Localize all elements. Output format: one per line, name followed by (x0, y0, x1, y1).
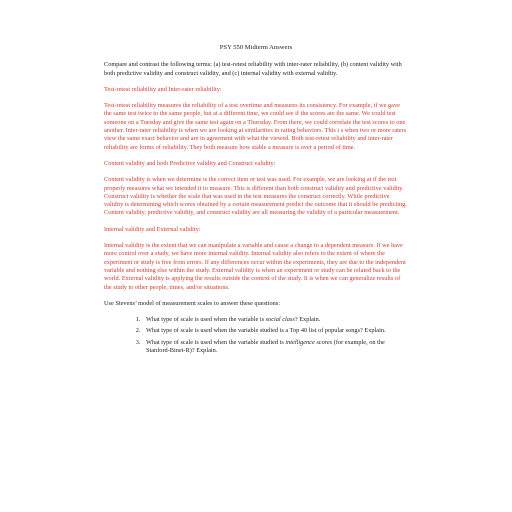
section-body-internal-external: Internal validity is the extent that we can manipulate a variable and cause a change to a dependent measure. If we have more control over a study, we have more internal validity. Internal validity also refers to the extent of where the experiment or study is free from errors. If any differences occur within the experiments, they are due to the independent variable and nothing else within the study. External validity is when an experiment or study can be related back to the world. External validity is applying the results outside the context of the study. It is when we can generalize results of the study to other people, times, and/or situations. (104, 242, 406, 291)
document-title: PSY 550 Midterm Answers (219, 44, 293, 51)
section-heading-reliability: Test-retest reliability and Inter-rater reliability: (104, 85, 222, 93)
section-heading-content-validity: Content validity and both Predictive validity and Construct validity: (104, 159, 276, 167)
question-item: 3. What type of scale is used when the variable studied is intelligence scores (for example, on the Stanford-Binet-R)? Explain. (142, 339, 408, 356)
questions-list (104, 316, 408, 355)
question-item: 2. What type of scale is used when the variable studied is a Top 40 list of popular songs? Explain. (142, 327, 408, 335)
section-body-reliability: Test-retest reliability measures the reliability of a test overtime and measures its consistency. For example, if we gave the same test twice to the same people, but at a different time, we could see if the scores are the same. We could test someone on a Tuesday and give the same test again on a Thursday. From there, we could correlate the test scores to one another. Inter-rater reliability is when we are looking at similarities in rating behaviors. This i s when two or more raters view the same exact behavior and are in agreement with what the viewed. Both test-retest reliability and inter-rater reliability are forms of reliability. They both measure how stable a measure is over a period of time. (104, 102, 407, 151)
question-item: 1. What type of scale is used when the variable is social class? Explain. (142, 316, 408, 324)
questions-intro: Use Stevens’ model of measurement scales to answer these questions: (104, 299, 280, 307)
intro-paragraph: Compare and contrast the following terms: (a) test-retest reliability with inter-rater reliability, (b) content validity with both predictive validity and construct validity, and (c) internal validity with external validity. (104, 61, 402, 77)
section-body-content-validity: Content validity is when we determine is the correct item or test was used. For example, we are looking at if the test properly measures what we intended it to measure. This is different than both construct validity and predictive validity. Construct validity is whether the scale that was used in the test measures the construct correctly. While predictive validity is determining which scores obtained by a certain measurement predict the outcome that it should be predicting. Content validity, predictive validity, and construct validity are all measuring the validity of a particular measurement. (104, 176, 407, 217)
section-heading-internal-external: Internal validity and External validity: (104, 225, 201, 233)
